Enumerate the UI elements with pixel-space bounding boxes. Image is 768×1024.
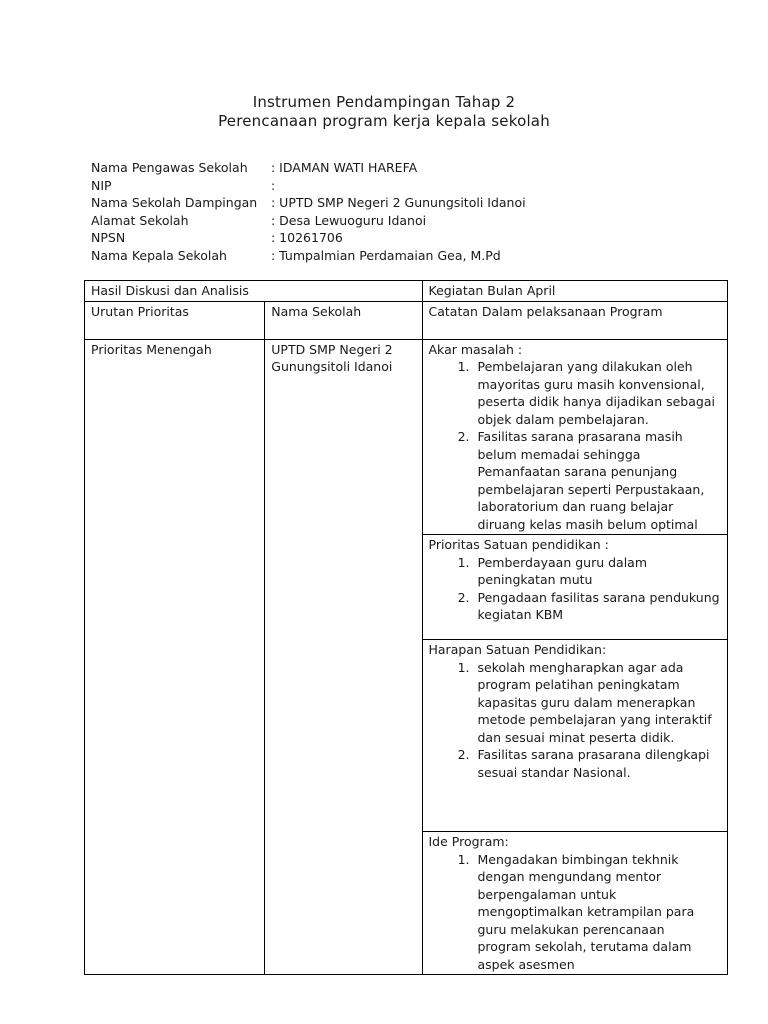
info-label: NIP (91, 177, 112, 193)
info-value: : UPTD SMP Negeri 2 Gunungsitoli Idanoi (271, 195, 526, 210)
info-value: : Desa Lewuoguru Idanoi (271, 212, 427, 228)
document-subtitle: Perencanaan program kerja kepala sekolah (218, 112, 550, 130)
info-row-address (91, 212, 526, 230)
table-row (85, 339, 728, 535)
school-priority-cell (422, 535, 728, 640)
col-header-priority: Urutan Prioritas (85, 301, 265, 339)
list-item: 2. Pengadaan fasilitas sarana pendukung kegiatan KBM (474, 589, 722, 624)
school-priority-list (429, 554, 722, 624)
section-heading: Harapan Satuan Pendidikan: (428, 642, 607, 657)
list-item: 1. sekolah mengharapkan agar ada program pelatihan peningkatam kapasitas guru dalam menerapkan metode pembelajaran yang interaktif dan sesuai minat peserta didik. (474, 659, 722, 747)
info-block (91, 159, 526, 264)
info-label: NPSN (91, 230, 126, 245)
document-title: Instrumen Pendampingan Tahap 2 (252, 93, 516, 111)
info-label: Alamat Sekolah (91, 212, 189, 228)
expectation-list (429, 659, 722, 782)
info-row-nip (91, 177, 526, 195)
expectation-cell (422, 640, 728, 832)
priority-cell: Prioritas Menengah (85, 339, 265, 975)
header-activity: Kegiatan Bulan April (422, 281, 728, 302)
info-row-principal (91, 247, 526, 265)
info-label: Nama Kepala Sekolah (91, 247, 227, 263)
info-value: : (271, 177, 276, 193)
section-heading: Prioritas Satuan pendidikan : (428, 537, 609, 552)
info-value: : IDAMAN WATI HAREFA (271, 160, 418, 175)
school-name-cell: UPTD SMP Negeri 2 Gunungsitoli Idanoi (265, 339, 422, 975)
table-header-row (85, 281, 728, 302)
root-problem-cell (422, 339, 728, 535)
program-table (84, 280, 728, 975)
program-idea-cell (422, 832, 728, 975)
list-item: 1. Pembelajaran yang dilakukan oleh mayoritas guru masih konvensional, peserta didik hanya dijadikan sebagai objek dalam pembelajaran. (474, 358, 722, 428)
section-heading: Ide Program: (428, 834, 509, 849)
col-header-notes: Catatan Dalam pelaksanaan Program (422, 301, 728, 339)
info-value: : Tumpalmian Perdamaian Gea, M.Pd (271, 247, 501, 263)
column-header-row (85, 301, 728, 339)
info-row-supervisor (91, 159, 526, 177)
section-heading: Akar masalah : (428, 341, 523, 357)
header-discussion: Hasil Diskusi dan Analisis (85, 281, 423, 302)
info-row-school (91, 194, 526, 212)
info-row-npsn (91, 229, 526, 247)
program-idea-list (429, 851, 722, 974)
col-header-school: Nama Sekolah (265, 301, 422, 339)
info-label: Nama Pengawas Sekolah (91, 160, 248, 175)
list-item: 1. Mengadakan bimbingan tekhnik dengan mengundang mentor berpengalaman untuk mengoptimalkan ketrampilan para guru melakukan perencanaan program sekolah, terutama dalam aspek asesmen (474, 851, 722, 974)
list-item: 1. Pemberdayaan guru dalam peningkatan mutu (474, 554, 722, 589)
info-label: Nama Sekolah Dampingan (91, 195, 258, 210)
list-item: 2. Fasilitas sarana prasarana masih belum memadai sehingga Pemanfaatan sarana penunjang pembelajaran seperti Perpustakaan, laboratorium dan ruang belajar diruang kelas masih belum optimal (474, 428, 722, 533)
root-problem-list (429, 358, 722, 533)
list-item: 2. Fasilitas sarana prasarana dilengkapi sesuai standar Nasional. (474, 746, 722, 781)
info-value: : 10261706 (271, 230, 343, 245)
